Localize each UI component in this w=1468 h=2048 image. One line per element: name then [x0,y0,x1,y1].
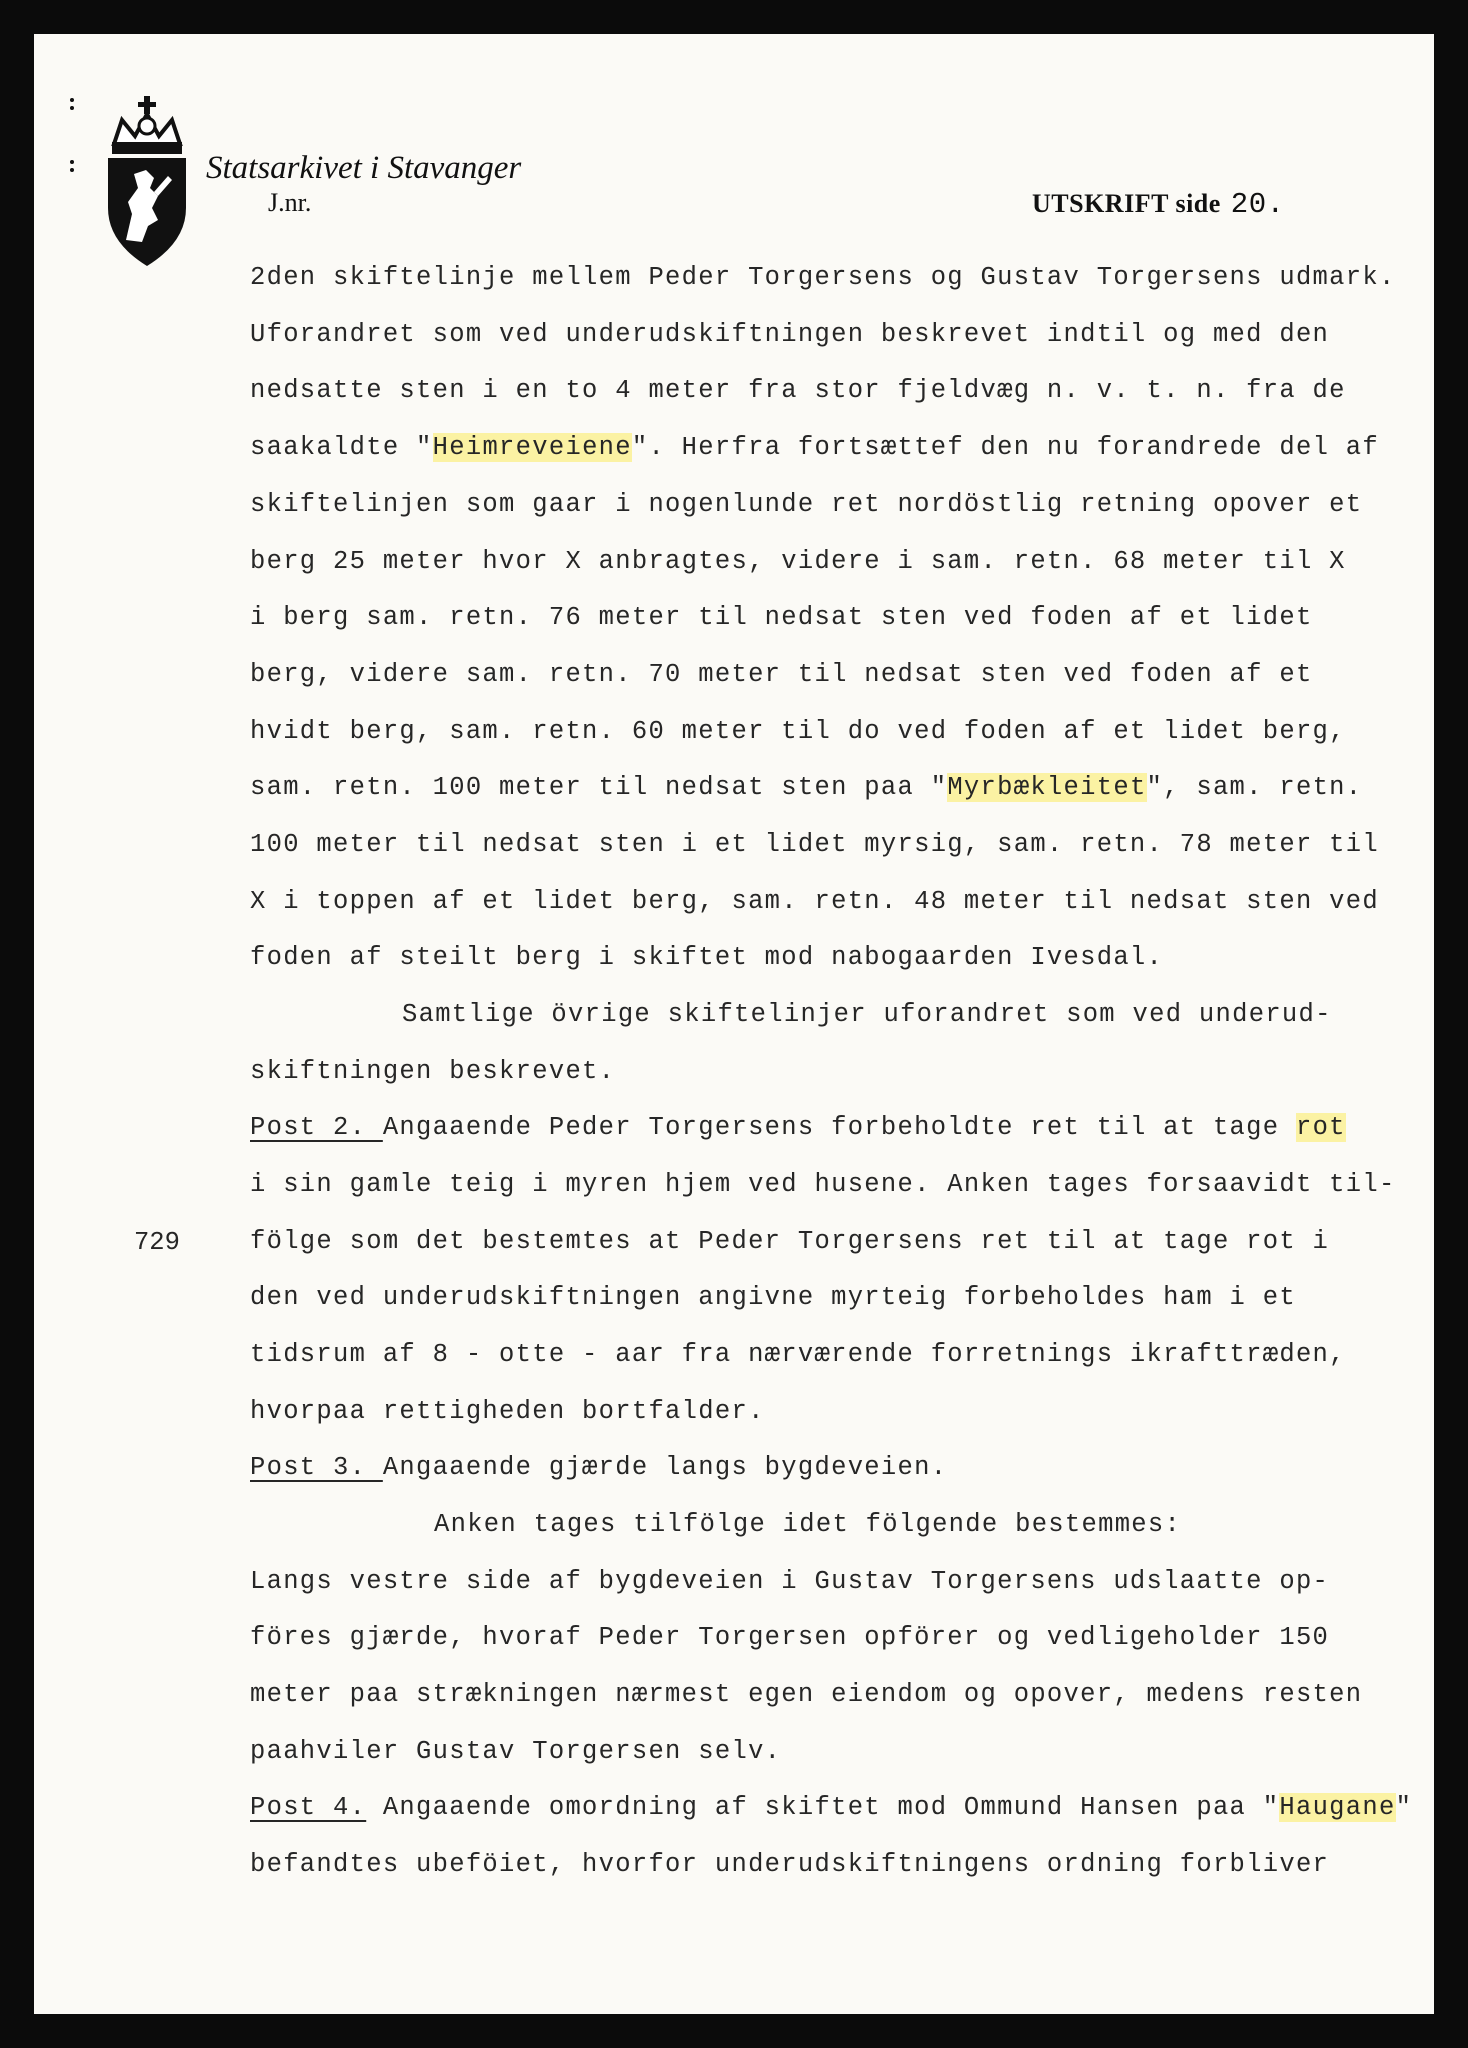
text-segment: " [1395,1793,1413,1822]
text-line: nedsatte sten i en to 4 meter fra stor fjeldvæg n. v. t. n. fra de [250,376,1346,405]
text-line [250,1453,947,1482]
institution-name: Statsarkivet i Stavanger [206,150,522,186]
text-line: skiftelinjen som gaar i nogenlunde ret nordöstlig retning opover et [250,490,1363,519]
text-line: fölge som det bestemtes at Peder Torgersens ret til at tage rot i [250,1227,1330,1256]
highlighted-word: rot [1295,1113,1346,1142]
highlighted-place-name: Haugane [1279,1793,1396,1822]
highlighted-place-name: Myrbækleitet [947,773,1147,802]
page-header-utskrift [1032,188,1285,221]
text-line: hvorpaa rettigheden bortfalder. [250,1397,765,1426]
text-line: berg, videre sam. retn. 70 meter til nedsat sten ved foden af et [250,660,1313,689]
page-number: 20. [1230,188,1285,221]
text-line: 100 meter til nedsat sten i et lidet myrsig, sam. retn. 78 meter til [250,830,1379,859]
text-line [250,773,1362,802]
text-line: befandtes ubeföiet, hvorfor underudskiftningens ordning forbliver [250,1850,1330,1879]
text-line: Samtlige övrige skiftelinjer uforandret som ved underud- [402,1000,1332,1029]
margin-number: 729 [134,1228,180,1257]
post-label: Post 2. [250,1113,383,1142]
post-label: Post 4. [250,1793,367,1822]
text-line: i sin gamle teig i myren hjem ved husene. Anken tages forsaavidt til- [250,1170,1396,1199]
text-line: hvidt berg, sam. retn. 60 meter til do ved foden af et lidet berg, [250,717,1346,746]
highlighted-place-name: Heimreveiene [432,433,632,462]
text-line: foden af steilt berg i skiftet mod nabogaarden Ivesdal. [250,943,1164,972]
utskrift-label: UTSKRIFT side [1032,189,1221,218]
text-line: i berg sam. retn. 76 meter til nedsat sten ved foden af et lidet [250,603,1313,632]
text-line: Uforandret som ved underudskiftningen beskrevet indtil og med den [250,320,1330,349]
text-line: skiftningen beskrevet. [250,1057,616,1086]
text-line [250,433,1379,462]
text-line: X i toppen af et lidet berg, sam. retn. 48 meter til nedsat sten ved [250,887,1379,916]
text-line [250,1793,1412,1822]
coat-of-arms-icon [102,96,192,268]
text-segment: sam. retn. 100 meter til nedsat sten paa " [250,773,948,802]
text-segment: Angaaende Peder Torgersens forbeholdte ret til at tage [382,1113,1296,1142]
text-line: den ved underudskiftningen angivne myrteig forbeholdes ham i et [250,1283,1296,1312]
text-segment: ". Herfra fortsættef den nu forandrede del af [631,433,1379,462]
text-line: meter paa strækningen nærmest egen eiendom og opover, medens resten [250,1680,1363,1709]
journal-number-label: J.nr. [268,188,312,217]
text-segment: saakaldte " [250,433,433,462]
margin-marks [64,94,84,194]
text-segment: Angaaende gjærde langs bygdeveien. [382,1453,948,1482]
text-line: Anken tages tilfölge idet fölgende bestemmes: [434,1510,1182,1539]
post-label: Post 3. [250,1453,383,1482]
text-segment: ", sam. retn. [1146,773,1363,802]
text-line: berg 25 meter hvor X anbragtes, videre i sam. retn. 68 meter til X [250,547,1346,576]
text-line [250,1113,1346,1142]
text-segment: Angaaende omordning af skiftet mod Ommund Hansen paa " [366,1793,1280,1822]
text-line: paahviler Gustav Torgersen selv. [250,1737,782,1766]
text-line: tidsrum af 8 - otte - aar fra nærværende forretnings ikrafttræden, [250,1340,1346,1369]
text-line: föres gjærde, hvoraf Peder Torgersen opförer og vedligeholder 150 [250,1623,1330,1652]
text-line: 2den skiftelinje mellem Peder Torgersens og Gustav Torgersens udmark. [250,263,1396,292]
text-line: Langs vestre side af bygdeveien i Gustav Torgersens udslaatte op- [250,1567,1330,1596]
